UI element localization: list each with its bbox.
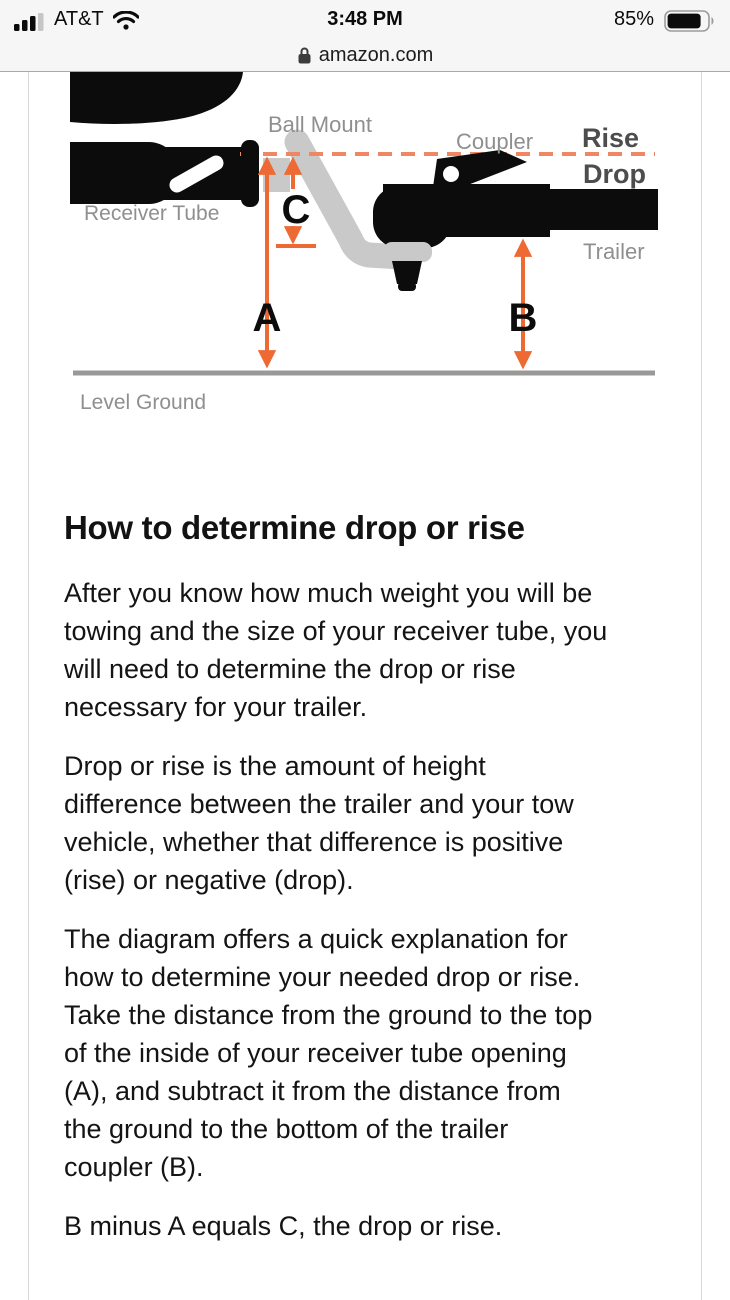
paragraph-line: After you know how much weight you will be bbox=[64, 578, 593, 608]
rise-label: Rise bbox=[582, 123, 640, 153]
dimension-B-label: B bbox=[508, 296, 538, 340]
clock: 3:48 PM bbox=[327, 8, 403, 30]
hitch-diagram bbox=[70, 72, 658, 420]
receiver-tube-label: Receiver Tube bbox=[84, 202, 220, 225]
paragraph-line: will need to determine the drop or rise bbox=[64, 654, 516, 684]
receiver-collar bbox=[241, 140, 259, 207]
lock-icon bbox=[297, 46, 312, 65]
ball-mount-label: Ball Mount bbox=[268, 112, 372, 137]
paragraph-line: coupler (B). bbox=[64, 1152, 204, 1182]
paragraph-line: (rise) or negative (drop). bbox=[64, 865, 354, 895]
drop-label: Drop bbox=[583, 159, 646, 189]
article-heading: How to determine drop or rise bbox=[64, 509, 525, 546]
paragraph-line: how to determine your needed drop or rise. bbox=[64, 962, 581, 992]
status-bar-top-row bbox=[0, 0, 730, 40]
carrier-label: AT&T bbox=[54, 8, 104, 30]
paragraph-line: B minus A equals C, the drop or rise. bbox=[64, 1211, 503, 1241]
paragraph bbox=[64, 920, 680, 1186]
paragraph bbox=[64, 574, 680, 726]
paragraph-line: Drop or rise is the amount of height bbox=[64, 751, 486, 781]
article bbox=[64, 508, 680, 1266]
url-bar[interactable] bbox=[0, 40, 730, 70]
paragraph-line: of the inside of your receiver tube opening bbox=[64, 1038, 567, 1068]
level-ground-label: Level Ground bbox=[80, 391, 207, 414]
paragraph bbox=[64, 747, 680, 899]
paragraph-line: necessary for your trailer. bbox=[64, 692, 368, 722]
coupler-label: Coupler bbox=[456, 129, 534, 154]
paragraph-line: vehicle, whether that difference is positive bbox=[64, 827, 564, 857]
dimension-C-label: C bbox=[281, 188, 311, 232]
content-border-left bbox=[28, 72, 29, 1300]
paragraph-line: (A), and subtract it from the distance from bbox=[64, 1076, 561, 1106]
paragraph-line: the ground to the bottom of the trailer bbox=[64, 1114, 509, 1144]
paragraph-line: difference between the trailer and your tow bbox=[64, 789, 574, 819]
latch-hole bbox=[443, 166, 459, 182]
paragraph-line: towing and the size of your receiver tube, you bbox=[64, 616, 608, 646]
status-bar bbox=[0, 0, 730, 72]
paragraph-line: The diagram offers a quick explanation for bbox=[64, 924, 568, 954]
battery-icon bbox=[664, 10, 716, 32]
paragraph bbox=[64, 1207, 680, 1245]
hitch-diagram-image[interactable] bbox=[70, 72, 658, 420]
trailer-label: Trailer bbox=[583, 239, 645, 264]
paragraph-line: Take the distance from the ground to the top bbox=[64, 1000, 593, 1030]
dimension-A-label: A bbox=[252, 296, 282, 340]
url-domain: amazon.com bbox=[318, 43, 434, 66]
content-border-right bbox=[701, 72, 702, 1300]
battery-percent: 85% bbox=[613, 8, 654, 30]
